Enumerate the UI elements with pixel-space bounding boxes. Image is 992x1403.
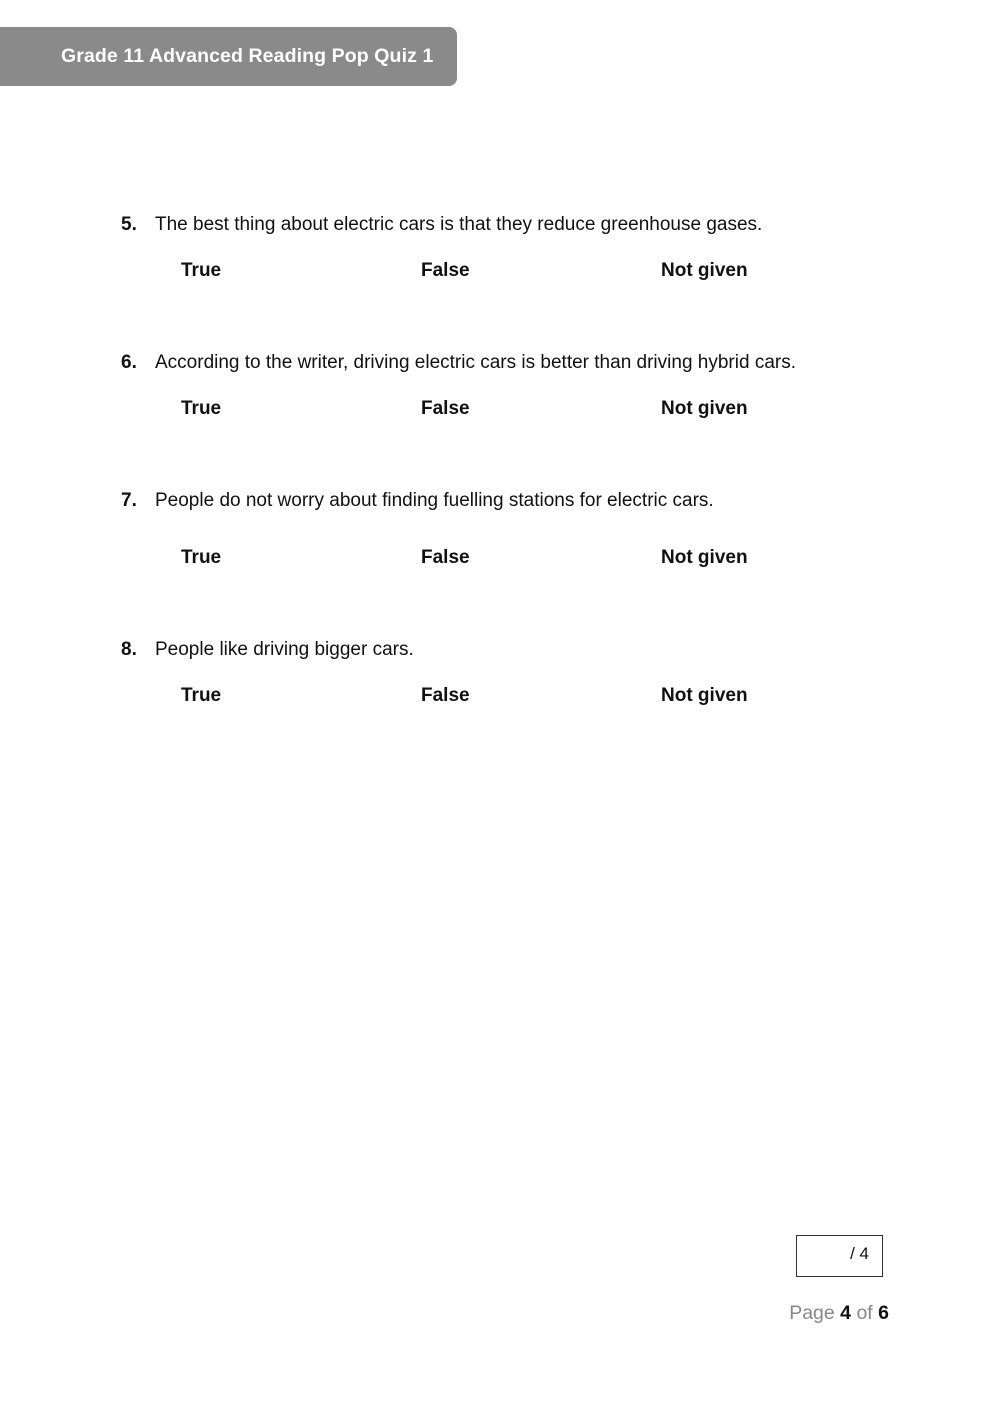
option-false[interactable]: False — [421, 398, 470, 419]
of-word: of — [856, 1302, 873, 1324]
question-text: People do not worry about finding fuelling stations for electric cars. — [155, 490, 714, 511]
question-number: 5. — [121, 214, 137, 235]
question-text: The best thing about electric cars is that they reduce greenhouse gases. — [155, 214, 763, 235]
option-true[interactable]: True — [181, 547, 222, 568]
answer-options — [121, 260, 901, 282]
answer-options — [121, 398, 901, 420]
question-number: 8. — [121, 639, 137, 660]
page-number — [789, 1302, 889, 1324]
question-number: 7. — [121, 490, 137, 511]
question-5 — [121, 214, 901, 282]
score-box[interactable] — [796, 1235, 883, 1277]
answer-options — [121, 685, 901, 707]
question-8 — [121, 639, 901, 707]
question-line — [121, 352, 901, 374]
option-not-given[interactable]: Not given — [661, 547, 748, 568]
quiz-title: Grade 11 Advanced Reading Pop Quiz 1 — [61, 45, 434, 67]
option-true[interactable]: True — [181, 398, 222, 419]
option-false[interactable]: False — [421, 547, 470, 568]
question-line — [121, 490, 901, 512]
option-not-given[interactable]: Not given — [661, 398, 748, 419]
answer-options — [121, 547, 901, 569]
option-true[interactable]: True — [181, 685, 222, 706]
question-text: People like driving bigger cars. — [155, 639, 414, 660]
question-line — [121, 214, 901, 236]
header-tab — [0, 27, 457, 86]
option-not-given[interactable]: Not given — [661, 260, 748, 281]
page-word: Page — [789, 1302, 835, 1324]
current-page: 4 — [840, 1302, 852, 1324]
question-7 — [121, 490, 901, 569]
question-text: According to the writer, driving electric cars is better than driving hybrid cars. — [155, 352, 796, 373]
question-number: 6. — [121, 352, 137, 373]
score-total: / 4 — [850, 1244, 869, 1263]
total-pages: 6 — [878, 1302, 889, 1324]
option-false[interactable]: False — [421, 260, 470, 281]
question-line — [121, 639, 901, 661]
option-false[interactable]: False — [421, 685, 470, 706]
option-true[interactable]: True — [181, 260, 222, 281]
option-not-given[interactable]: Not given — [661, 685, 748, 706]
question-6 — [121, 352, 901, 420]
